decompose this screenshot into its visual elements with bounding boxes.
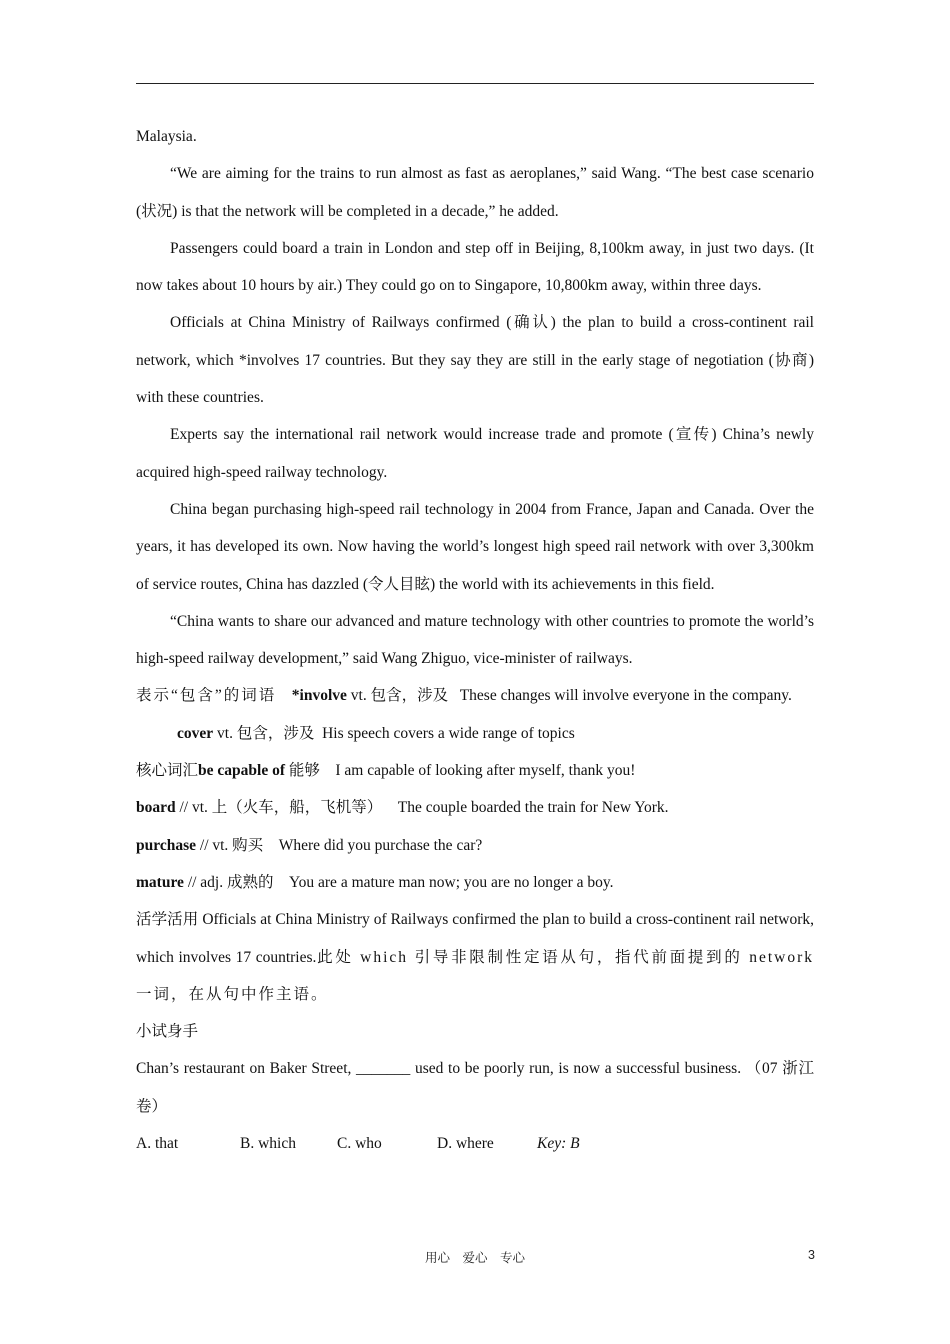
- usage-heading: 活学活用: [136, 911, 199, 929]
- vocab-section-heading: 表示“包含”的词语: [136, 687, 277, 705]
- footer-motto: 用心 爱心 专心: [424, 1250, 525, 1265]
- answer-key: Key: B: [537, 1135, 580, 1153]
- vocab-section-heading: 核心词汇: [136, 762, 199, 780]
- vocab-example: Where did you purchase the car?: [278, 836, 483, 854]
- article-paragraph: Passengers could board a train in London and step off in Beijing, 8,100km away, in just two days. (It now takes about 10 hours by air.) They could go on to Singapore, 10,800km away, within three days.: [136, 239, 814, 295]
- option-d: D. where: [437, 1135, 494, 1153]
- option-a: A. that: [136, 1135, 179, 1153]
- vocab-mature: [136, 864, 814, 901]
- vocab-board: [136, 789, 814, 826]
- vocab-cover: [136, 715, 814, 752]
- vocab-purchase: [136, 827, 814, 864]
- vocab-term: board: [136, 799, 176, 817]
- vocab-term: purchase: [136, 836, 197, 854]
- option-c: C. who: [337, 1135, 382, 1153]
- vocab-capable: [136, 752, 814, 789]
- article-paragraph: Malaysia.: [136, 128, 197, 145]
- vocab-pos: // vt. 上（火车，船，飞机等）: [179, 799, 383, 817]
- vocab-pos: vt. 包含，涉及: [217, 724, 315, 742]
- vocab-pos: vt. 包含，涉及: [350, 687, 449, 705]
- vocab-example: You are a mature man now; you are no longer a boy.: [289, 873, 614, 891]
- vocab-example: These changes will involve everyone in the company.: [459, 687, 792, 705]
- page-number: 3: [808, 1248, 815, 1262]
- usage-text: Officials at China Ministry of Railways confirmed the plan to build a cross-continent rail network, which involves 17 countries.: [136, 911, 814, 966]
- usage-block: [136, 901, 814, 1013]
- vocab-term: cover: [177, 724, 214, 742]
- article-paragraph: “China wants to share our advanced and mature technology with other countries to promote the world’s high-speed railway development,” said Wang Zhiguo, vice-minister of railways.: [136, 612, 814, 668]
- vocab-pos: 能够: [288, 762, 320, 780]
- vocab-example: The couple boarded the train for New York.: [397, 799, 669, 817]
- article-paragraph: Experts say the international rail network would increase trade and promote (宣传) China’s newly acquired high-speed railway technology.: [136, 426, 814, 481]
- option-b: B. which: [240, 1135, 296, 1153]
- document-body: [136, 118, 814, 1162]
- exercise-heading: 小试身手: [136, 1023, 199, 1041]
- vocab-term: be capable of: [198, 762, 285, 780]
- usage-explanation: 此处 which 引导非限制性定语从句，指代前面提到的 network 一词，在从句中作主语。: [136, 948, 814, 1003]
- vocab-pos: // vt. 购买: [199, 836, 264, 854]
- vocab-pos: // adj. 成熟的: [187, 873, 274, 891]
- vocab-term: mature: [136, 873, 184, 891]
- vocab-involve: [136, 677, 814, 714]
- vocab-example: I am capable of looking after myself, thank you!: [335, 762, 636, 780]
- exercise-question: Chan’s restaurant on Baker Street, _______ used to be poorly run, is now a successful business. （07 浙江卷）: [136, 1060, 814, 1115]
- article-paragraph: China began purchasing high-speed rail technology in 2004 from France, Japan and Canada. Over the years, it has developed its own. Now having the world’s longest high speed rail network with over 3,300km of service routes, China has dazzled (令人目眩) the world with its achievements in this field.: [136, 500, 814, 593]
- vocab-example: His speech covers a wide range of topics: [322, 724, 575, 742]
- vocab-term: *involve: [291, 687, 347, 705]
- exercise-options: [136, 1125, 814, 1162]
- article-paragraph: “We are aiming for the trains to run almost as fast as aeroplanes,” said Wang. “The best case scenario (状况) is that the network will be completed in a decade,” he added.: [136, 165, 814, 220]
- header-rule: [136, 83, 814, 84]
- article-paragraph: Officials at China Ministry of Railways confirmed (确认) the plan to build a cross-continent rail network, which *involves 17 countries. But they say they are still in the early stage of negotiation (协商) with these countries.: [136, 314, 814, 407]
